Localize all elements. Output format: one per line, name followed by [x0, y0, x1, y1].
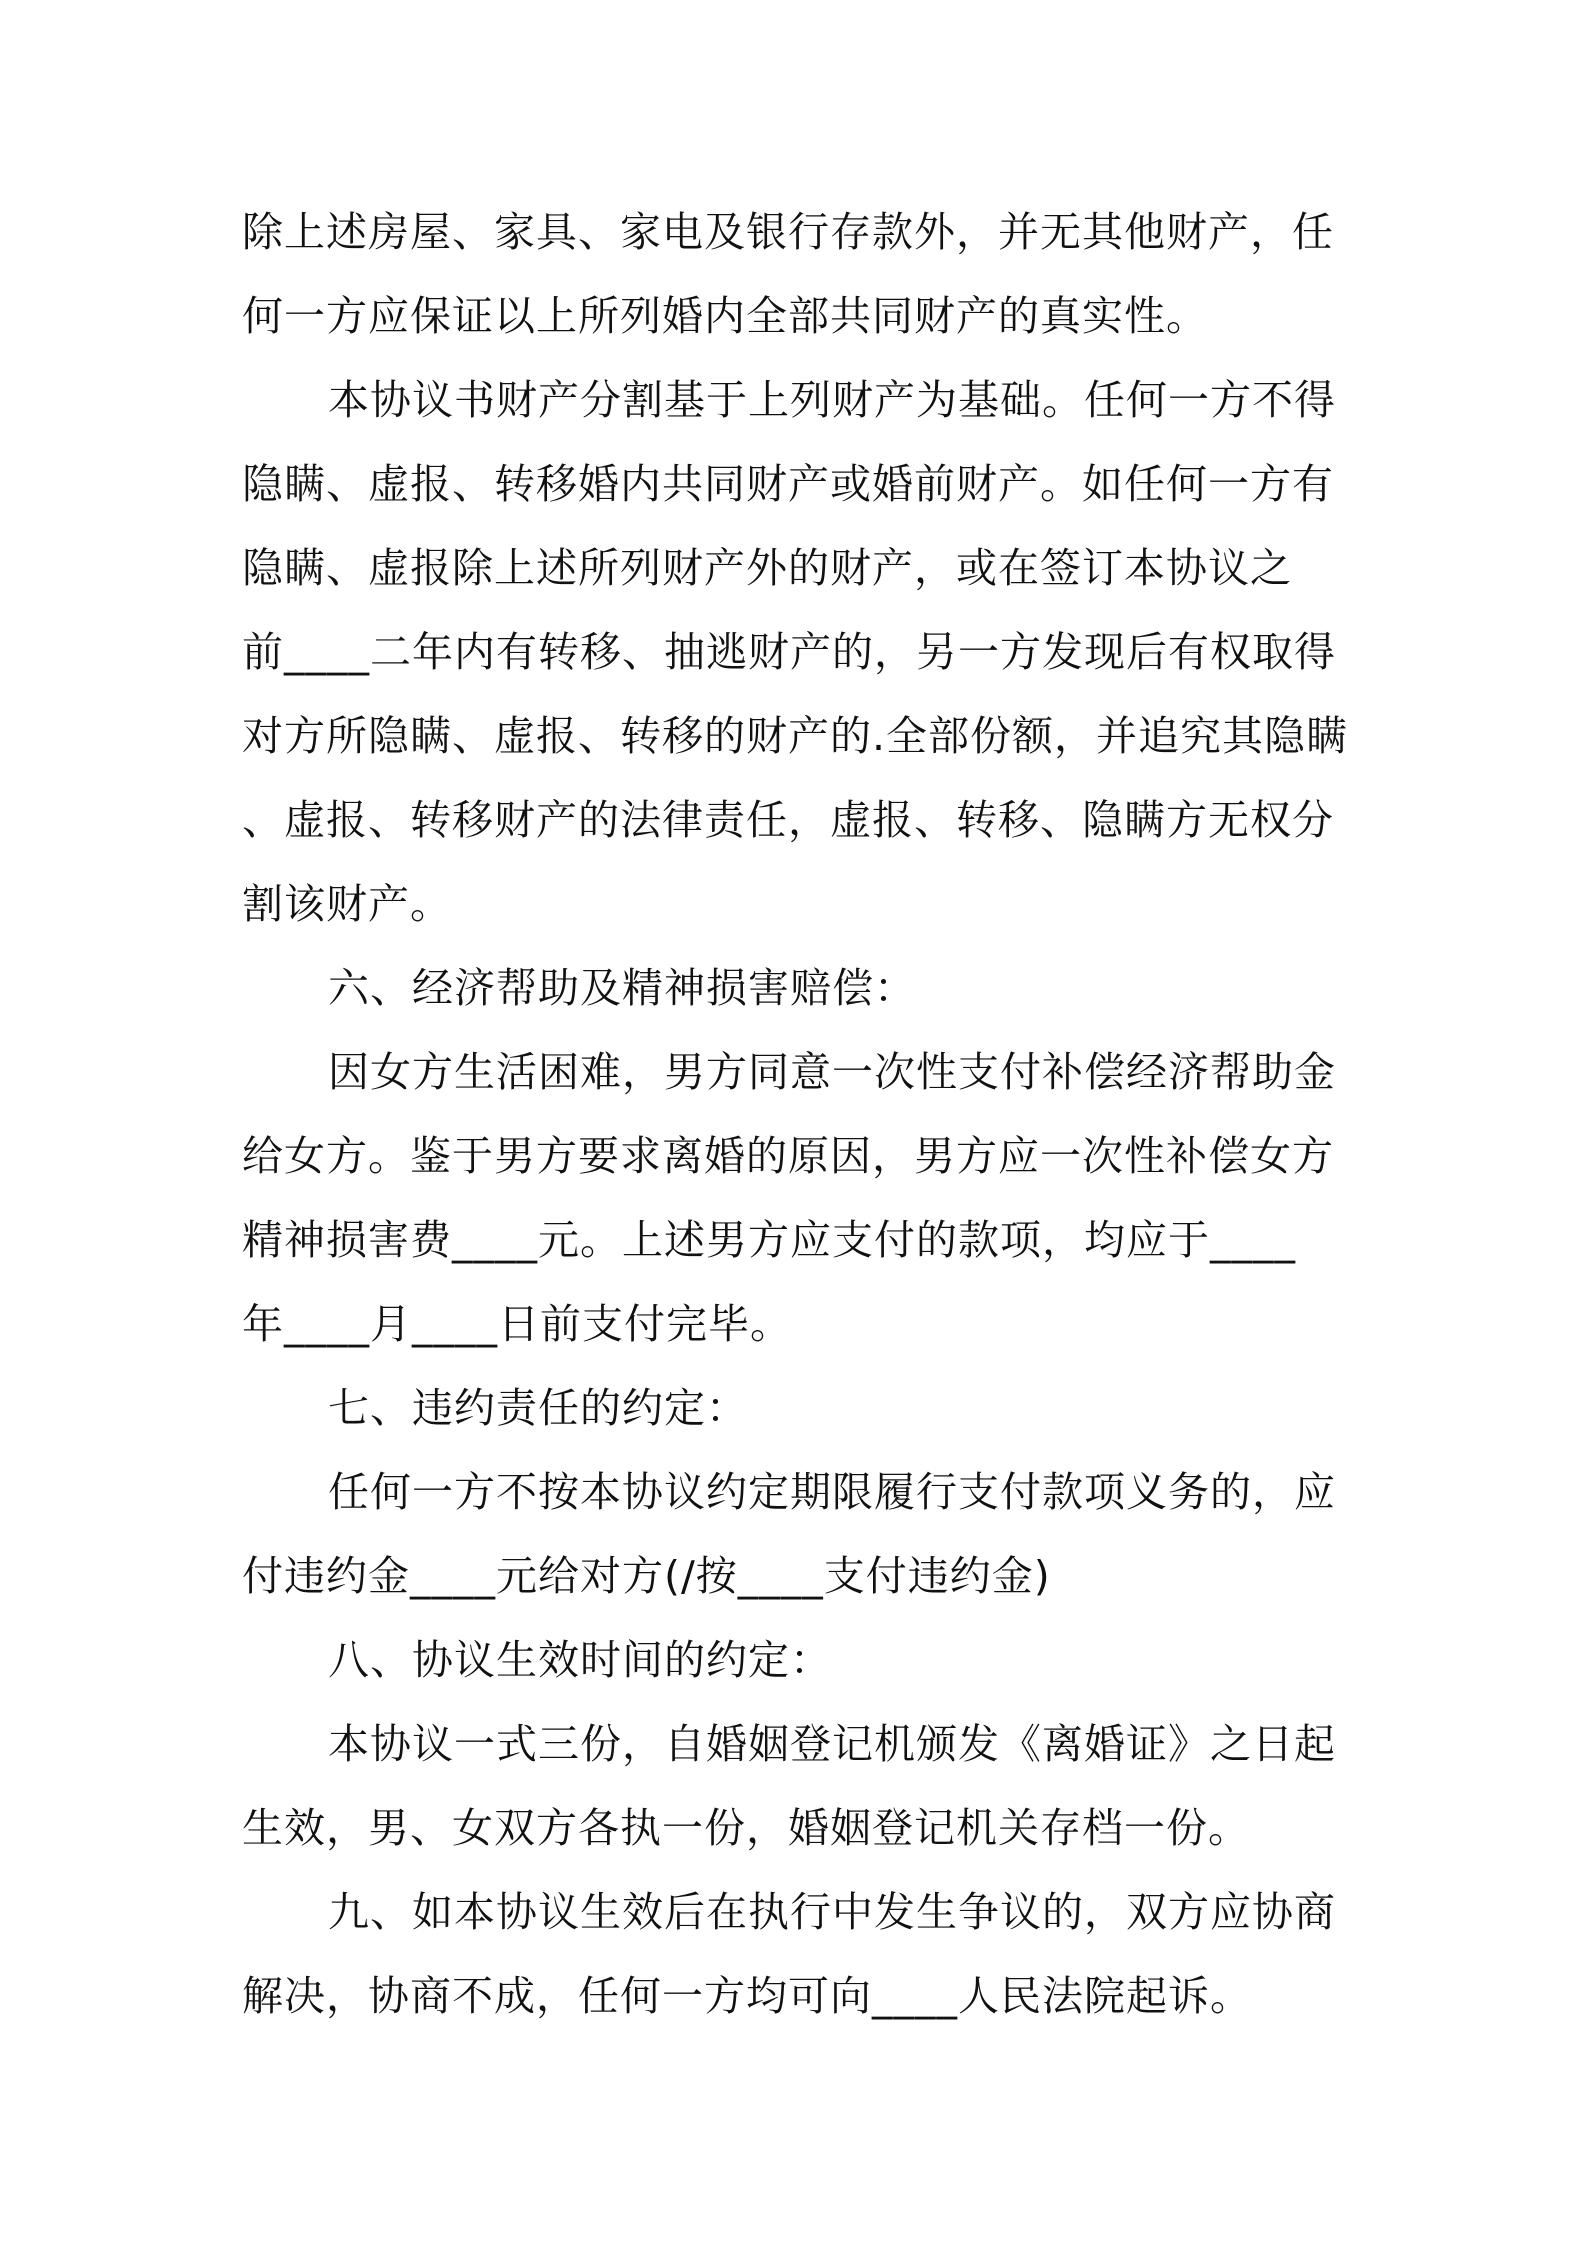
text-line: 除上述房屋、家具、家电及银行存款外，并无其他财产，任	[242, 208, 1334, 256]
text-line: 割该财产。	[242, 880, 452, 928]
text-line: 对方所隐瞒、虚报、转移的财产的.全部份额，并追究其隐瞒	[242, 712, 1349, 760]
text-line: 八、协议生效时间的约定：	[328, 1636, 832, 1684]
text-line: 、虚报、转移财产的法律责任，虚报、转移、隐瞒方无权分	[242, 796, 1334, 844]
text-line: 付违约金____元给对方(/按____支付违约金)	[242, 1552, 1051, 1600]
text-line: 生效，男、女双方各执一份，婚姻登记机关存档一份。	[242, 1804, 1250, 1852]
text-line: 何一方应保证以上所列婚内全部共同财产的真实性。	[242, 292, 1208, 340]
text-line: 隐瞒、虚报除上述所列财产外的财产，或在签订本协议之	[242, 544, 1292, 592]
text-line: 因女方生活困难，男方同意一次性支付补偿经济帮助金	[328, 1048, 1336, 1096]
text-line: 解决，协商不成，任何一方均可向____人民法院起诉。	[242, 1972, 1252, 2020]
text-line: 本协议一式三份，自婚姻登记机颁发《离婚证》之日起	[328, 1720, 1336, 1768]
text-line: 任何一方不按本协议约定期限履行支付款项义务的，应	[328, 1468, 1336, 1516]
text-line: 本协议书财产分割基于上列财产为基础。任何一方不得	[328, 376, 1336, 424]
text-line: 隐瞒、虚报、转移婚内共同财产或婚前财产。如任何一方有	[242, 460, 1334, 508]
text-line: 六、经济帮助及精神损害赔偿：	[328, 964, 916, 1012]
text-line: 七、违约责任的约定：	[328, 1384, 748, 1432]
text-line: 年____月____日前支付完毕。	[242, 1300, 792, 1348]
text-line: 精神损害费____元。上述男方应支付的款项，均应于____	[242, 1216, 1296, 1264]
document-body	[242, 190, 1352, 2038]
text-line: 给女方。鉴于男方要求离婚的原因，男方应一次性补偿女方	[242, 1132, 1334, 1180]
text-line: 九、如本协议生效后在执行中发生争议的，双方应协商	[328, 1888, 1336, 1936]
text-line: 前____二年内有转移、抽逃财产的，另一方发现后有权取得	[242, 628, 1336, 676]
